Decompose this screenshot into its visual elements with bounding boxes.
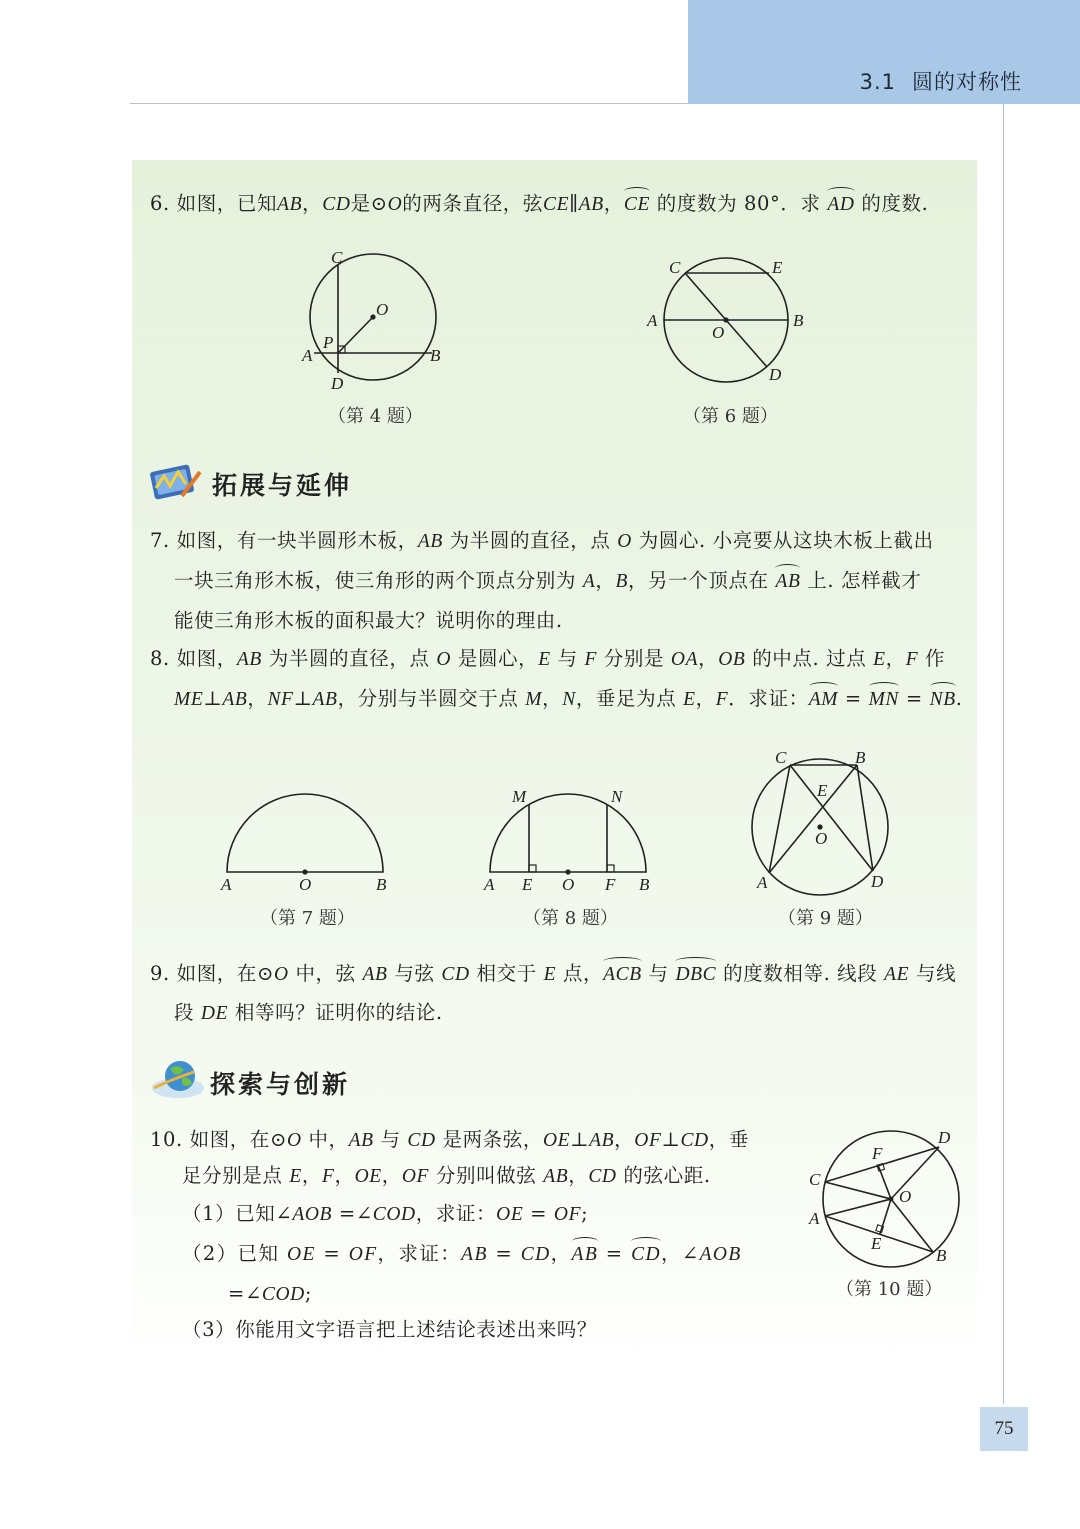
label-o: O: [299, 875, 312, 894]
segment-ob: [891, 1199, 933, 1252]
arc-ce: CE: [624, 191, 650, 219]
arc-nb: NB: [930, 686, 956, 714]
label-p: P: [323, 333, 334, 352]
label-o: O: [815, 829, 828, 848]
label-a: A: [757, 873, 768, 892]
section-heading: [860, 66, 1022, 96]
label-o: O: [376, 300, 389, 319]
extension-icon: [148, 462, 204, 502]
question-8-line-1: 8. 如图，AB 为半圆的直径，点 O 是圆心，E 与 F 分别是 OA，OB 的中点. 过点 E，F 作: [150, 647, 946, 670]
question-7-line-2: 一块三角形木板，使三角形的两个顶点分别为 A，B，另一个顶点在 AB 上. 怎样截才: [174, 567, 921, 596]
label-o: O: [899, 1187, 912, 1206]
label-e: E: [871, 1234, 882, 1253]
arc-am: AM: [809, 686, 838, 714]
segment-of: [878, 1165, 891, 1199]
right-angle-mark-e: [529, 865, 536, 872]
center-point: [723, 317, 728, 322]
label-d: D: [938, 1128, 951, 1147]
label-b: B: [376, 875, 387, 894]
question-7-line-1: 7. 如图，有一块半圆形木板，AB 为半圆的直径，点 O 为圆心. 小亮要从这块木板上截出: [150, 529, 934, 552]
section-title: 圆的对称性: [912, 70, 1022, 94]
segment-op: [338, 317, 373, 353]
figure-9-caption: （第 9 题）: [778, 908, 873, 929]
question-9-line-1: 9. 如图，在⊙O 中，弦 AB 与弦 CD 相交于 E 点，ACB 与 DBC 的度数相等. 线段 AE 与线: [150, 960, 956, 989]
figure-8: [478, 785, 663, 900]
figure-10-caption: （第 10 题）: [836, 1279, 943, 1300]
label-c: C: [331, 248, 343, 267]
section-exploration-title: 探索与创新: [210, 1070, 351, 1099]
label-d: D: [769, 365, 782, 384]
label-b: B: [639, 875, 650, 894]
segment-oa: [825, 1199, 891, 1216]
label-f: F: [872, 1144, 883, 1163]
segment-oc: [825, 1182, 891, 1199]
question-10-part-1: （1）已知∠AOB =∠COD，求证：OE = OF;: [182, 1202, 589, 1225]
label-m: M: [512, 787, 527, 806]
arc-cd: CD: [631, 1241, 661, 1269]
center-point: [889, 1197, 894, 1202]
label-o: O: [712, 323, 725, 342]
label-a: A: [809, 1209, 820, 1228]
label-c: C: [775, 748, 787, 767]
center-point: [565, 869, 570, 874]
center-point: [302, 869, 307, 874]
figure-7-caption: （第 7 题）: [260, 908, 355, 929]
label-d: D: [331, 374, 344, 393]
label-o: O: [562, 875, 575, 894]
label-b: B: [430, 346, 441, 365]
header-rule: [130, 103, 690, 104]
question-10-part-3: （3）你能用文字语言把上述结论表述出来吗？: [182, 1318, 598, 1341]
label-f: F: [605, 875, 616, 894]
label-b: B: [793, 311, 804, 330]
figure-4: [290, 245, 460, 395]
label-d: D: [871, 872, 884, 891]
right-angle-mark-f: [607, 865, 614, 872]
chord-ab: [769, 765, 857, 873]
section-number: 3.1: [859, 70, 896, 94]
question-10-line-1: 10. 如图，在⊙O 中，AB 与 CD 是两条弦，OE⊥AB，OF⊥CD，垂: [150, 1128, 749, 1151]
figure-9: [745, 745, 905, 895]
label-a: A: [647, 311, 658, 330]
segment-ca: [769, 765, 790, 873]
question-8-line-2: ME⊥AB，NF⊥AB，分别与半圆交于点 M，N，垂足为点 E，F．求证：AM = MN = NB.: [174, 685, 963, 714]
segment-oe: [880, 1199, 891, 1234]
label-e: E: [522, 875, 533, 894]
arc-ab-2: AB: [572, 1241, 599, 1269]
question-6: 6. 如图，已知AB，CD是⊙O的两条直径，弦CE∥AB，CE 的度数为 80°．求 AD 的度数.: [150, 190, 928, 219]
label-e: E: [817, 781, 828, 800]
figure-6-caption: （第 6 题）: [683, 406, 778, 427]
right-angle-mark-f: [877, 1164, 884, 1171]
section-extension-title: 拓展与延伸: [212, 471, 353, 500]
question-10-line-2: 足分别是点 E，F，OE，OF 分别叫做弦 AB，CD 的弦心距.: [182, 1164, 711, 1187]
figure-7: [215, 790, 400, 900]
question-10-part-2-cont: =∠COD;: [228, 1282, 313, 1305]
label-a: A: [302, 346, 313, 365]
question-7-line-3: 能使三角形木板的面积最大？说明你的理由.: [174, 609, 563, 632]
label-c: C: [669, 258, 681, 277]
label-b: B: [855, 748, 866, 767]
right-angle-mark-e: [876, 1225, 884, 1233]
side-rule: [1003, 104, 1004, 1404]
label-c: C: [809, 1170, 821, 1189]
label-e: E: [772, 258, 783, 277]
arc-ab: AB: [775, 568, 800, 596]
question-10-part-2: （2）已知 OE = OF，求证：AB = CD，AB = CD，∠AOB: [182, 1240, 742, 1269]
label-b: B: [936, 1246, 947, 1265]
question-9-line-2: 段 DE 相等吗？证明你的结论.: [174, 1001, 443, 1024]
label-a: A: [221, 875, 232, 894]
arc-acb: ACB: [603, 961, 642, 989]
arc-dbc: DBC: [675, 961, 716, 989]
figure-4-caption: （第 4 题）: [328, 406, 423, 427]
semicircle: [227, 794, 383, 872]
page-number: 75: [980, 1407, 1028, 1451]
arc-mn: MN: [869, 686, 899, 714]
label-a: A: [484, 875, 495, 894]
figure-6: [645, 250, 815, 390]
figure-10: [805, 1125, 970, 1275]
figure-8-caption: （第 8 题）: [523, 908, 618, 929]
chord-cd: [790, 765, 873, 871]
label-n: N: [611, 787, 623, 806]
exploration-icon: [150, 1058, 206, 1100]
center-point: [370, 314, 375, 319]
arc-ad: AD: [827, 191, 854, 219]
